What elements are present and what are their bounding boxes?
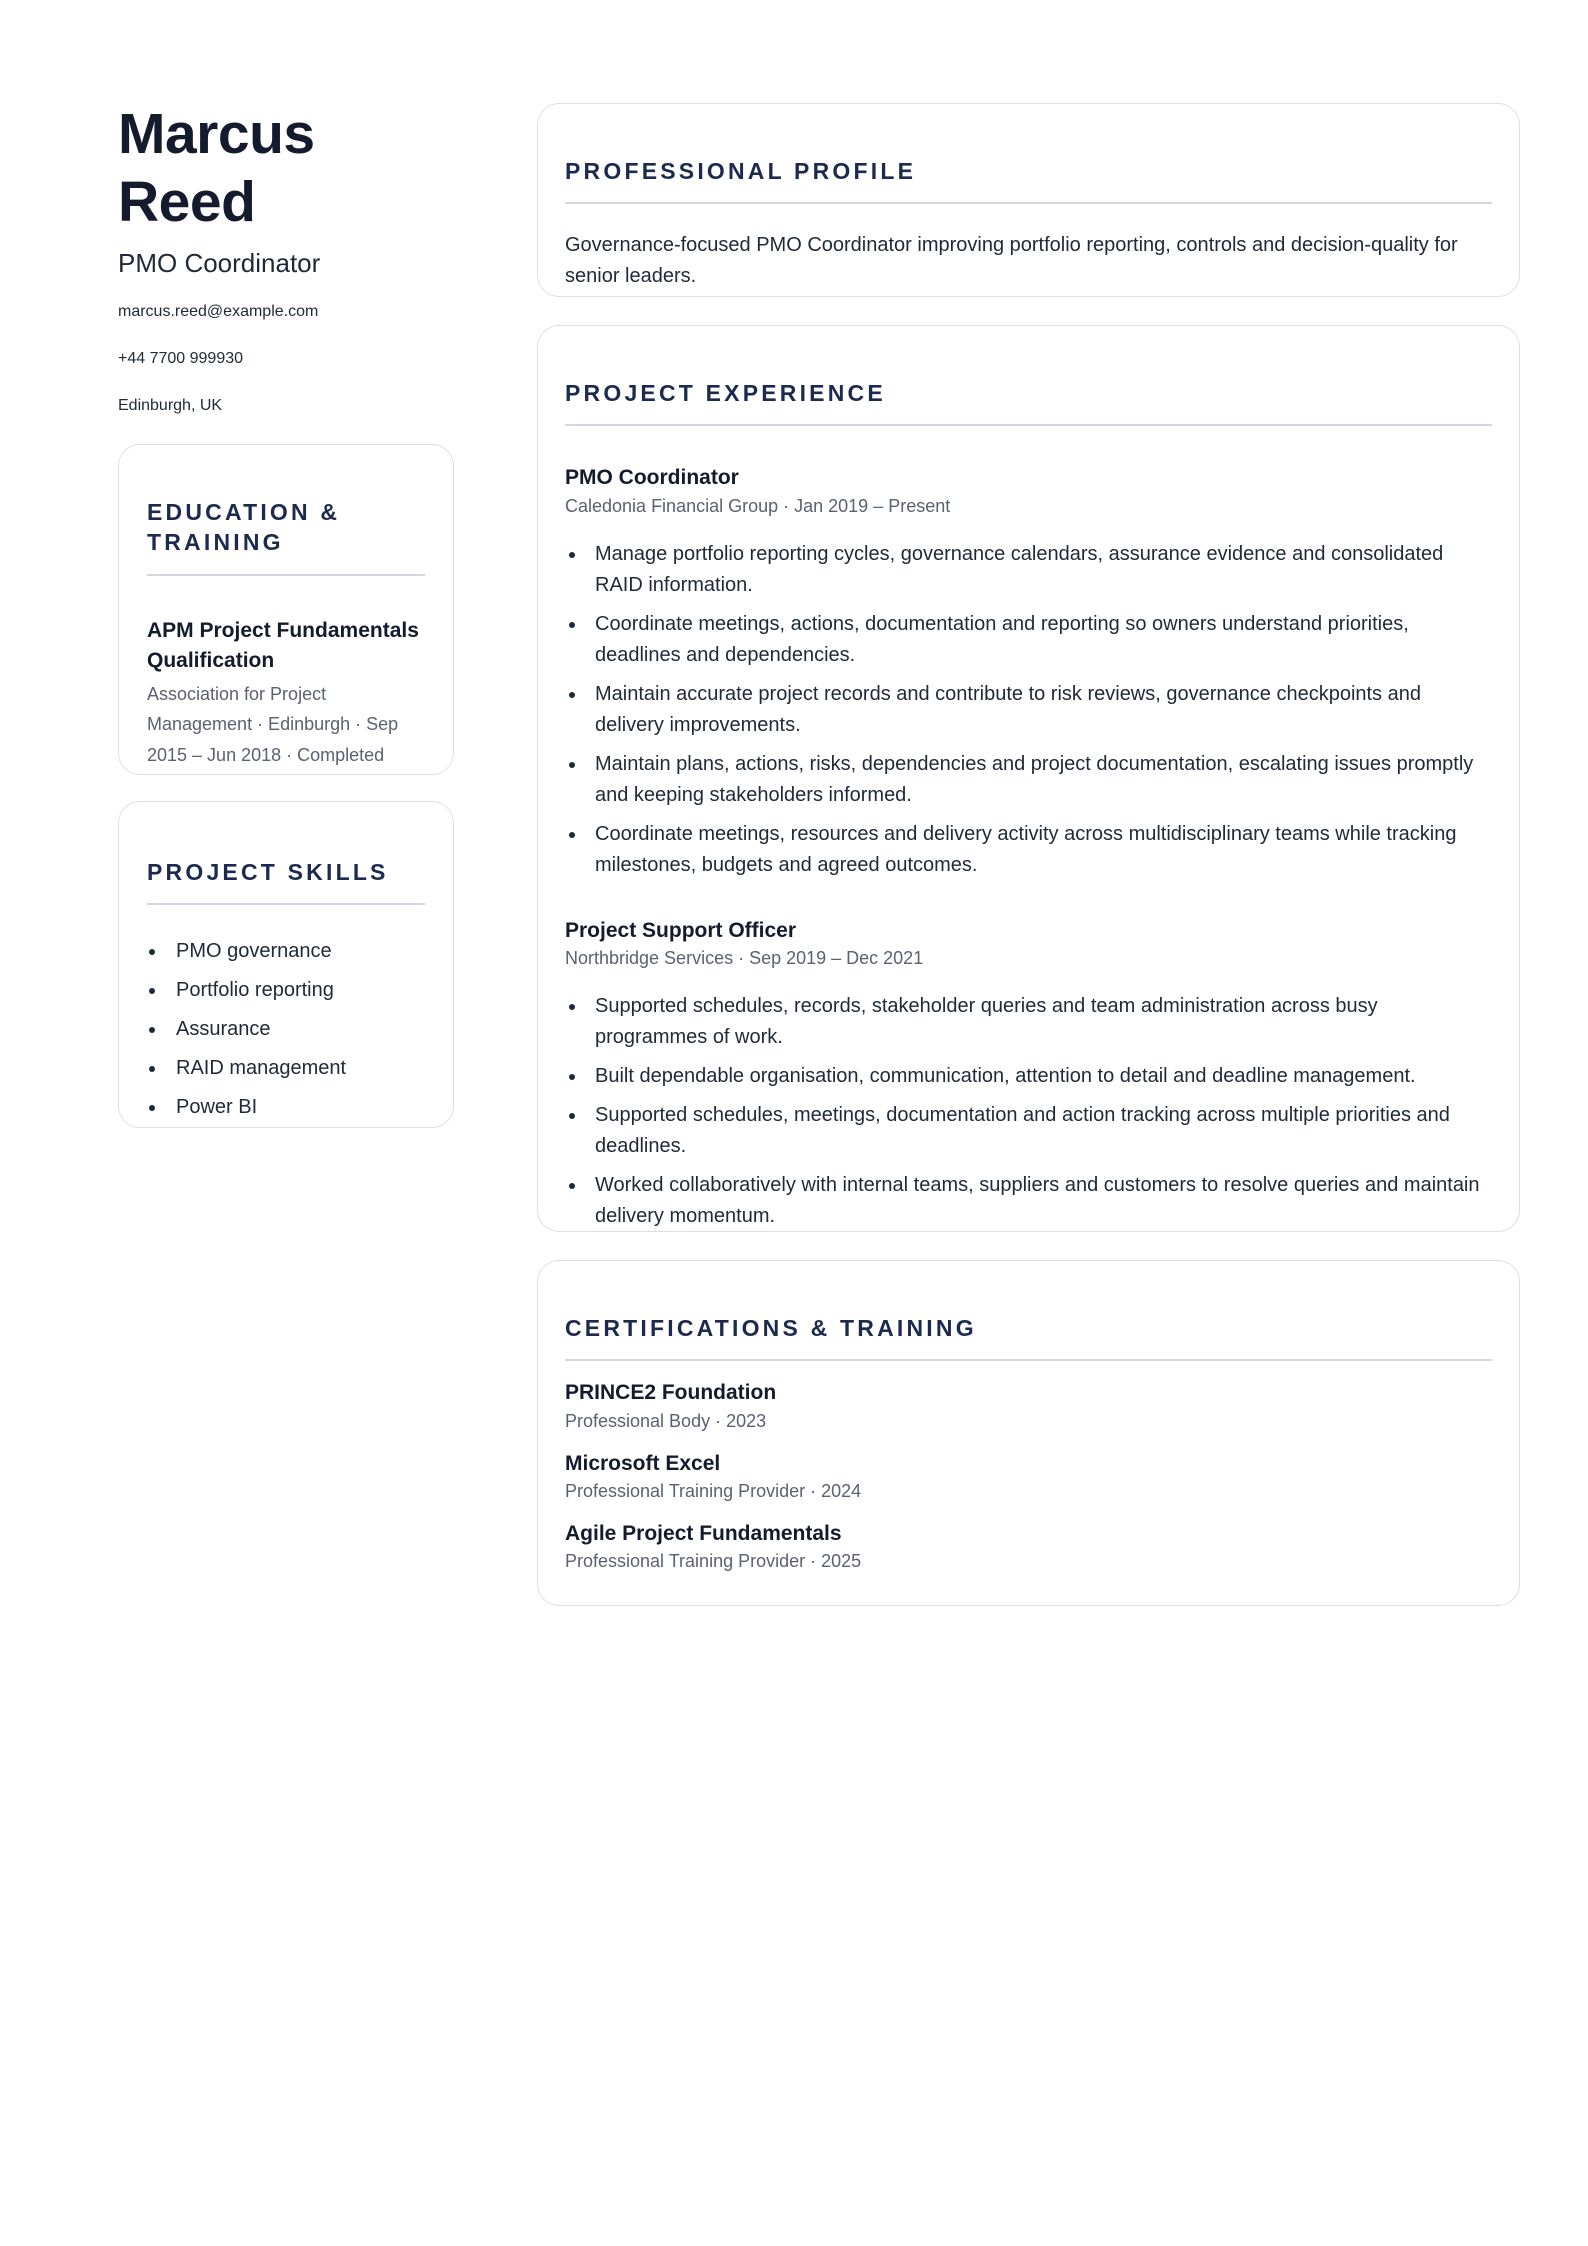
experience-heading: PROJECT EXPERIENCE xyxy=(565,380,886,406)
job-entry xyxy=(565,917,1492,1232)
certification-title: Microsoft Excel xyxy=(565,1451,721,1475)
education-card xyxy=(118,444,454,775)
section-divider xyxy=(565,424,1492,426)
skills-heading: PROJECT SKILLS xyxy=(147,859,389,885)
header-section xyxy=(118,100,454,442)
candidate-name: Marcus Reed xyxy=(118,102,315,235)
certification-title: Agile Project Fundamentals xyxy=(565,1521,842,1545)
job-bullet: Coordinate meetings, actions, documentation and reporting so owners understand priorities, deadlines and dependencies. xyxy=(565,609,1492,671)
education-meta: Association for Project Management · Edinburgh · Sep 2015 – Jun 2018 · Completed xyxy=(147,683,399,765)
job-bullet: Coordinate meetings, resources and delivery activity across multidisciplinary teams while tracking milestones, budgets and agreed outcomes. xyxy=(565,819,1492,881)
job-bullet: Manage portfolio reporting cycles, governance calendars, assurance evidence and consolidated RAID information. xyxy=(565,539,1492,601)
contact-location: Edinburgh, UK xyxy=(118,396,223,414)
section-divider xyxy=(565,1359,1492,1361)
certification-meta: Professional Body · 2023 xyxy=(565,1410,767,1431)
skill-item: Assurance xyxy=(147,1015,425,1054)
job-title: Project Support Officer xyxy=(565,918,797,942)
contact-block xyxy=(118,301,454,442)
contact-email: marcus.reed@example.com xyxy=(118,302,319,320)
skills-list xyxy=(147,937,425,1128)
candidate-role: PMO Coordinator xyxy=(118,247,321,278)
skill-item: Power BI xyxy=(147,1093,425,1128)
contact-phone: +44 7700 999930 xyxy=(118,349,244,367)
job-bullet: Supported schedules, meetings, documentation and action tracking across multiple priorities and deadlines. xyxy=(565,1100,1492,1162)
job-meta: Caledonia Financial Group · Jan 2019 – Present xyxy=(565,495,951,516)
section-divider xyxy=(147,574,425,576)
profile-heading: PROFESSIONAL PROFILE xyxy=(565,158,917,184)
section-divider xyxy=(147,903,425,905)
job-bullet: Worked collaboratively with internal teams, suppliers and customers to resolve queries and maintain delivery momentum. xyxy=(565,1170,1492,1232)
profile-summary: Governance-focused PMO Coordinator improving portfolio reporting, controls and decision-quality for senior leaders. xyxy=(565,234,1458,288)
education-heading: EDUCATION & TRAINING xyxy=(147,499,341,556)
job-bullets xyxy=(565,539,1492,881)
skill-item: Portfolio reporting xyxy=(147,976,425,1015)
job-bullets xyxy=(565,991,1492,1232)
education-title: APM Project Fundamentals Qualification xyxy=(147,618,419,673)
skill-item: PMO governance xyxy=(147,937,425,976)
job-bullet: Maintain plans, actions, risks, dependencies and project documentation, escalating issues promptly and keeping stakeholders informed. xyxy=(565,749,1492,811)
certification-item xyxy=(565,1520,1492,1576)
skill-item: RAID management xyxy=(147,1054,425,1093)
skills-card xyxy=(118,801,454,1128)
job-meta: Northbridge Services · Sep 2019 – Dec 2021 xyxy=(565,948,924,969)
job-bullet: Built dependable organisation, communication, attention to detail and deadline management. xyxy=(565,1061,1492,1092)
certification-item xyxy=(565,1450,1492,1506)
certifications-heading: CERTIFICATIONS & TRAINING xyxy=(565,1315,977,1341)
certifications-card xyxy=(537,1260,1520,1606)
job-bullet: Supported schedules, records, stakeholder queries and team administration across busy programmes of work. xyxy=(565,991,1492,1053)
job-title: PMO Coordinator xyxy=(565,466,739,490)
certification-meta: Professional Training Provider · 2024 xyxy=(565,1480,862,1501)
job-bullet: Maintain accurate project records and contribute to risk reviews, governance checkpoints and delivery improvements. xyxy=(565,679,1492,741)
education-item xyxy=(147,616,425,771)
certification-meta: Professional Training Provider · 2025 xyxy=(565,1551,862,1572)
section-divider xyxy=(565,202,1492,204)
job-entry xyxy=(565,464,1492,881)
experience-card xyxy=(537,325,1520,1232)
certification-item xyxy=(565,1379,1492,1435)
profile-card xyxy=(537,103,1520,297)
certification-title: PRINCE2 Foundation xyxy=(565,1381,777,1405)
